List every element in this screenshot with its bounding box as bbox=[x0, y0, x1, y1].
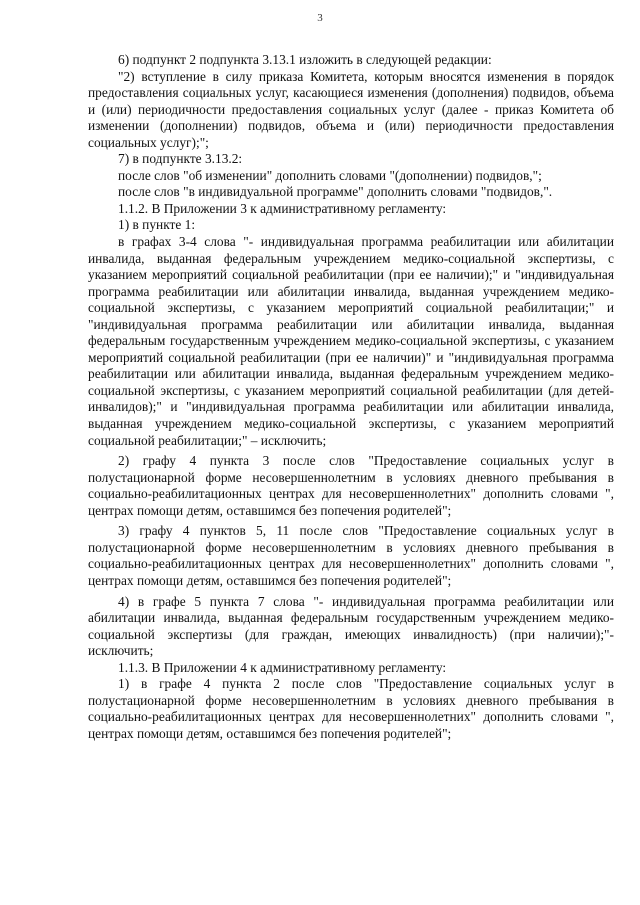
paragraph-appendix-4-point-1: 1) в графе 4 пункта 2 после слов "Предоставление социальных услуг в полустационарной форме несовершеннолетним в условиях дневного пребывания в социально-реабилитационных центрах для несовершеннолетних" дополнить словами ", центрах помощи детям, оставшимся без попечения родителей"; bbox=[88, 676, 614, 741]
paragraph-item-6: 6) подпункт 2 подпункта 3.13.1 изложить в следующей редакции: bbox=[118, 52, 492, 67]
paragraph-point-3: 3) графу 4 пунктов 5, 11 после слов "Предоставление социальных услуг в полустационарной форме несовершеннолетним в условиях дневного пребывания в социально-реабилитационных центрах для несовершеннолетних" дополнить словами ", центрах помощи детям, оставшимся без попечения родителей"; bbox=[88, 523, 614, 588]
paragraph-after-words-1: после слов "об изменении" дополнить словами "(дополнении) подвидов,"; bbox=[118, 167, 542, 183]
paragraph-point-4: 4) в графе 5 пункта 7 слова "- индивидуальная программа реабилитации или абилитации инвалида, выданная федеральным государственным учреждением медико-социальной экспертизы (для граждан, имеющих инвалидность) (при наличии);"- исключить; bbox=[88, 593, 614, 659]
document-body bbox=[88, 52, 614, 742]
section-1-1-2-heading: 1.1.2. В Приложении 3 к административному регламенту: bbox=[118, 200, 447, 216]
section-1-1-3-heading: 1.1.3. В Приложении 4 к административному регламенту: bbox=[118, 659, 447, 675]
page-number: 3 bbox=[317, 12, 323, 24]
paragraph-point-2: 2) графу 4 пункта 3 после слов "Предоставление социальных услуг в полустационарной форме несовершеннолетним в условиях дневного пребывания в социально-реабилитационных центрах для несовершеннолетних" дополнить словами ", центрах помощи детям, оставшимся без попечения родителей"; bbox=[88, 453, 614, 518]
paragraph-columns-3-4: в графах 3-4 слова "- индивидуальная программа реабилитации или абилитации инвалида, выданная федеральным учреждением медико-социальной экспертизы, с указанием мероприятий социальной реабилитации (при ее наличии);" и "индивидуальная программа реабилитации или абилитации инвалида, выданная учреждением медико-социальной экспертизы, с указанием мероприятий социальной реабилитации;" и "индивидуальная программа реабилитации или абилитации инвалида, выданная федеральным государственным учреждением медико-социальной экспертизы, с указанием мероприятий социальной реабилитации (при ее наличии)" и "индивидуальная программа реабилитации или абилитации инвалида, выданная федеральным учреждением медико-социальной экспертизы, с указанием мероприятий социальной реабилитации (для детей-инвалидов);" и "индивидуальная программа реабилитации или абилитации инвалида, выданная учреждением медико-социальной экспертизы, с указанием мероприятий социальной реабилитации;" – исключить; bbox=[88, 234, 614, 448]
paragraph-after-words-2: после слов "в индивидуальной программе" дополнить словами "подвидов,". bbox=[118, 184, 553, 200]
paragraph-item-7: 7) в подпункте 3.13.2: bbox=[118, 151, 243, 167]
paragraph-point-1: 1) в пункте 1: bbox=[118, 217, 196, 233]
paragraph-quoted-subitem-2: "2) вступление в силу приказа Комитета, которым вносятся изменения в порядок предоставления социальных услуг, касающиеся изменения (дополнения) подвидов, объема и (или) периодичности предоставления социальных услуг (далее - приказ Комитета об изменении (дополнении) подвидов, объема и (или) периодичности предоставления социальных услуг);"; bbox=[88, 68, 614, 150]
